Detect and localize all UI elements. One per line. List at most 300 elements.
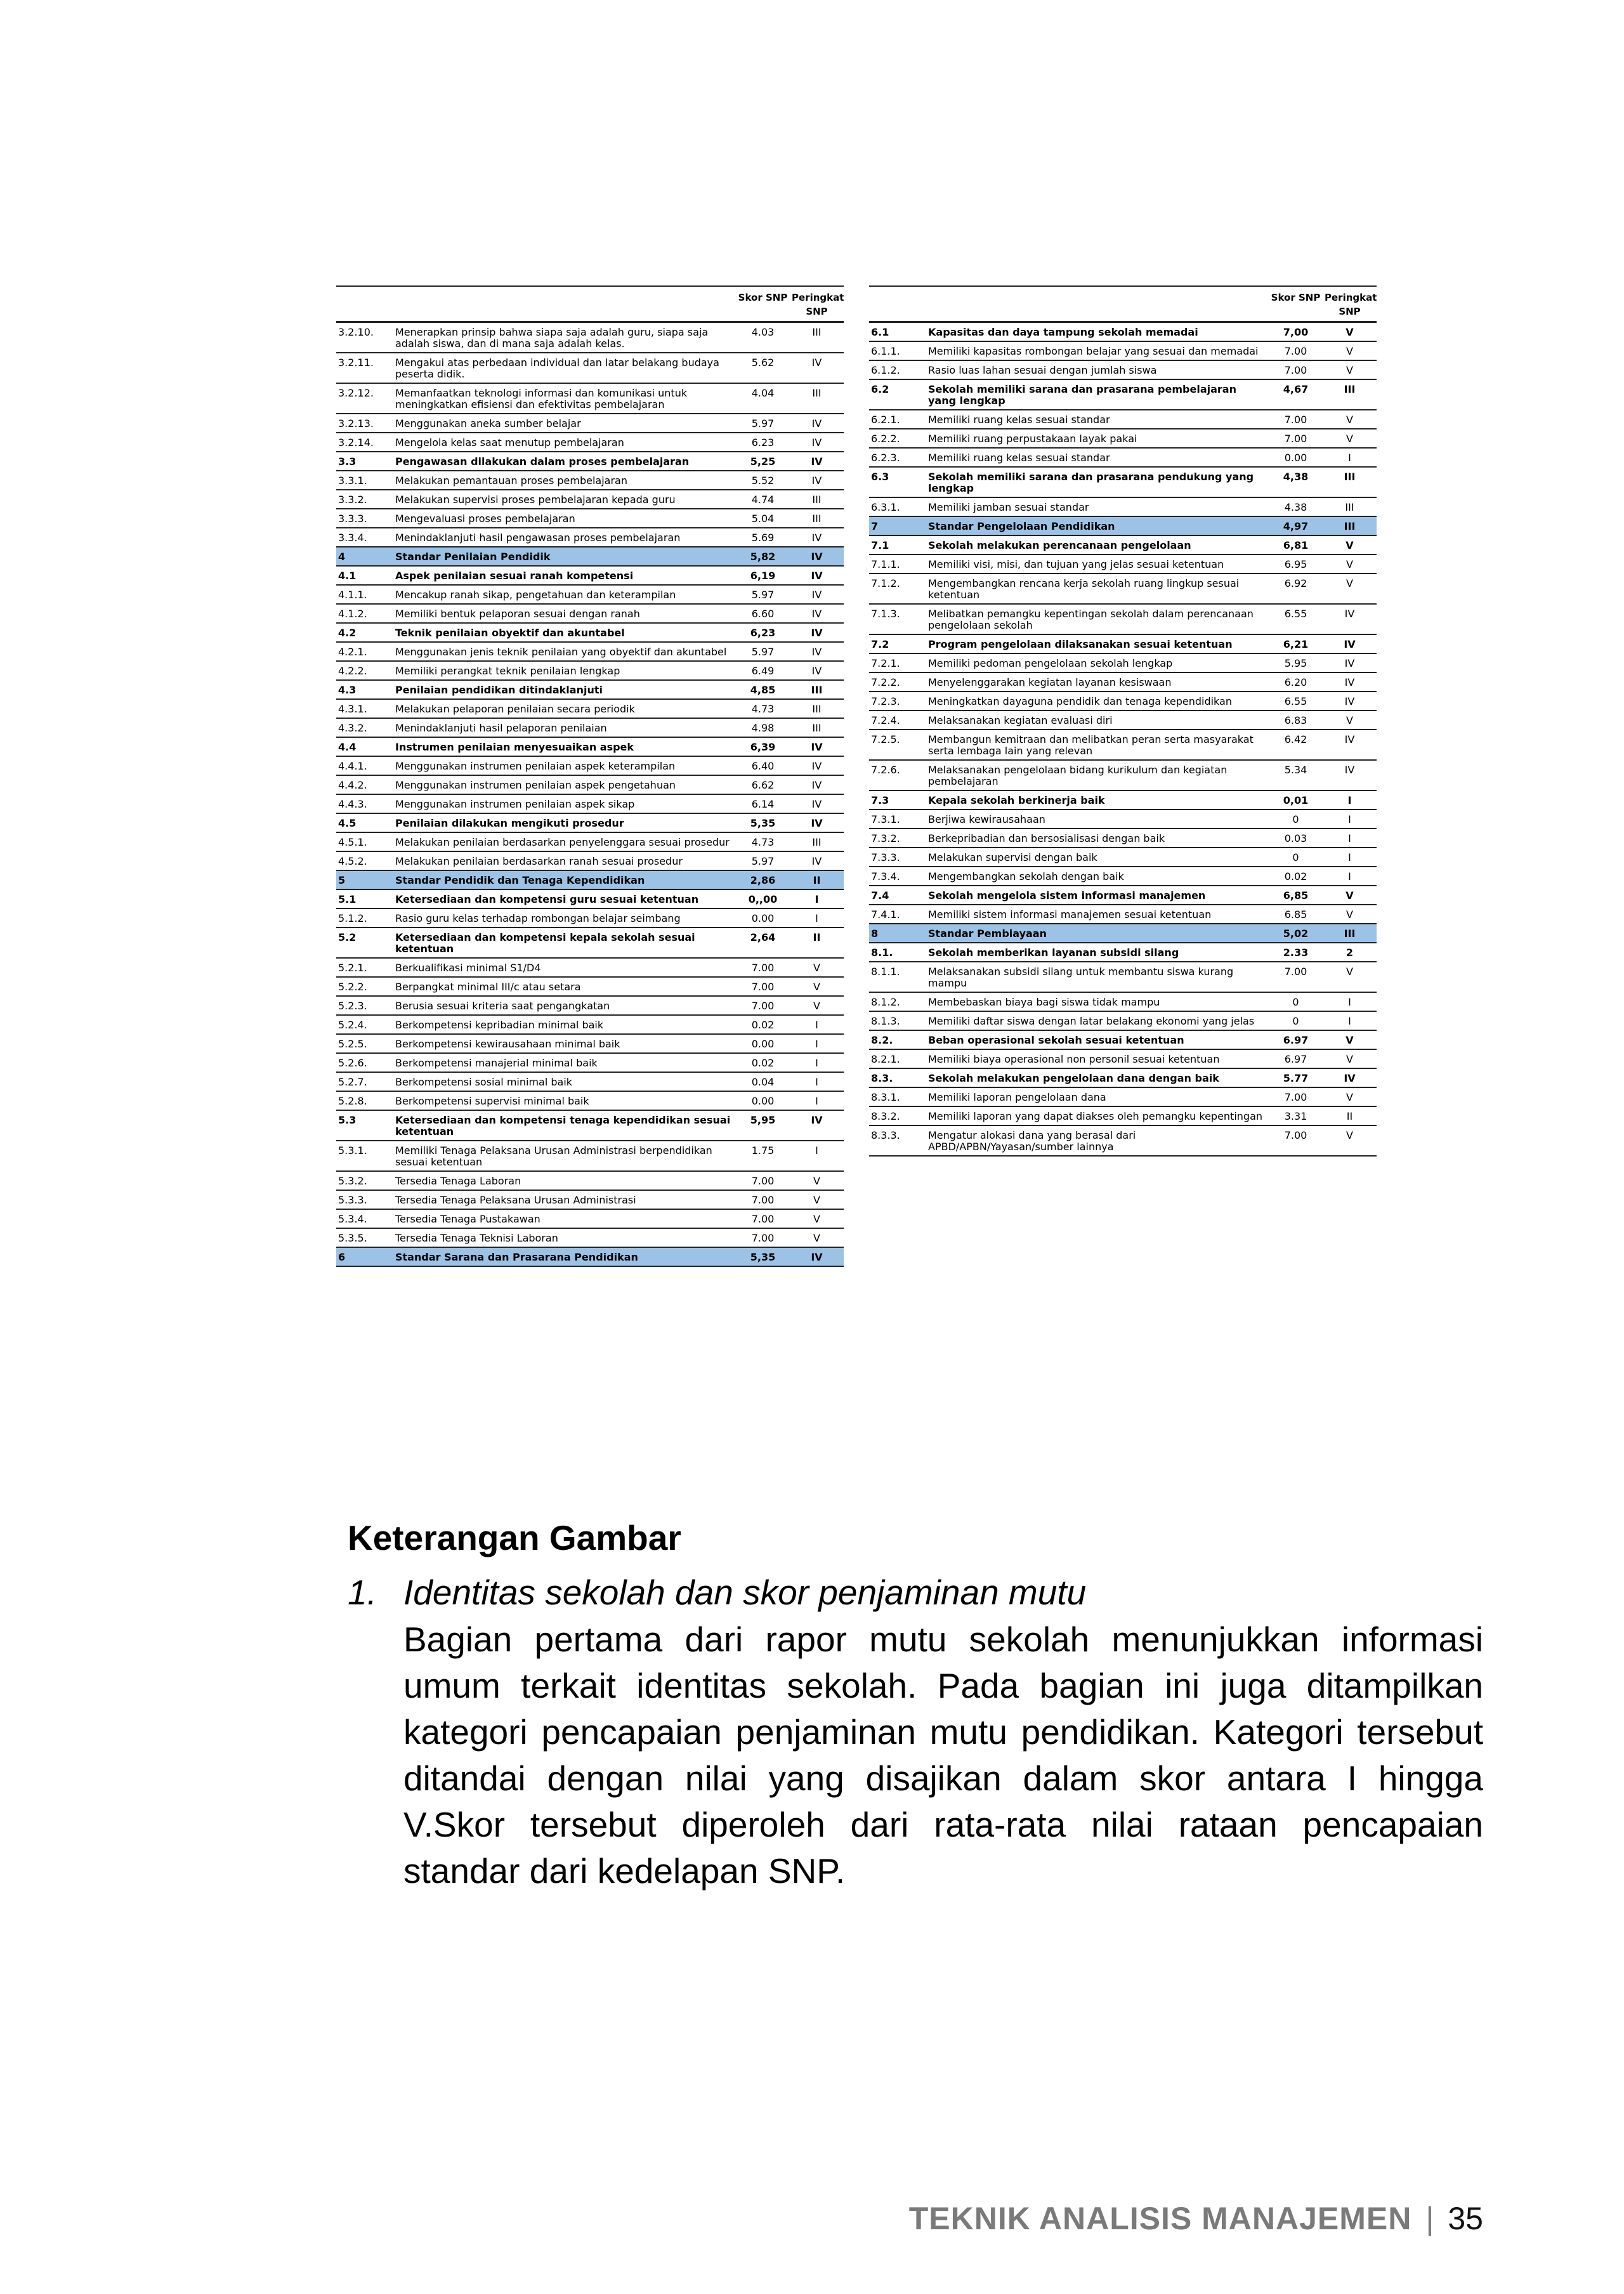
row-code: 4.2.2. <box>336 661 393 680</box>
row-code: 4.4 <box>336 737 393 756</box>
row-code: 7 <box>869 516 926 535</box>
row-code: 8.3.1. <box>869 1087 926 1106</box>
row-peringkat: IV <box>790 585 844 604</box>
row-code: 4.4.3. <box>336 794 393 813</box>
row-skor: 6.49 <box>736 661 790 680</box>
row-code: 4.1 <box>336 566 393 585</box>
table-row <box>336 1171 844 1190</box>
row-indicator: Memiliki ruang kelas sesuai standar <box>926 448 1269 467</box>
table-row <box>336 1209 844 1228</box>
row-skor: 2.33 <box>1269 943 1323 962</box>
row-code: 8.2. <box>869 1030 926 1049</box>
row-code: 6.2.1. <box>869 410 926 429</box>
row-skor: 7.00 <box>1269 341 1323 360</box>
row-peringkat: III <box>790 680 844 699</box>
table-row <box>336 471 844 490</box>
row-peringkat: V <box>790 1209 844 1228</box>
row-indicator: Melakukan pelaporan penilaian secara periodik <box>393 699 736 718</box>
row-code: 5.1 <box>336 889 393 908</box>
table-row <box>336 322 844 353</box>
row-peringkat: IV <box>790 851 844 870</box>
row-skor: 6.55 <box>1269 604 1323 634</box>
row-peringkat: III <box>790 718 844 737</box>
row-indicator: Teknik penilaian obyektif dan akuntabel <box>393 623 736 642</box>
row-peringkat: III <box>790 490 844 509</box>
row-peringkat: V <box>1323 429 1377 448</box>
table-row <box>336 585 844 604</box>
row-code: 7.2.5. <box>869 730 926 760</box>
header-indicator <box>393 286 736 322</box>
header-indicator <box>926 286 1269 322</box>
row-indicator: Ketersediaan dan kompetensi guru sesuai ketentuan <box>393 889 736 908</box>
row-peringkat: I <box>1323 867 1377 886</box>
row-skor: 4.03 <box>736 322 790 353</box>
row-code: 6.1 <box>869 322 926 342</box>
row-peringkat: I <box>790 1015 844 1034</box>
row-code: 7.1.2. <box>869 574 926 604</box>
row-skor: 0.02 <box>736 1015 790 1034</box>
row-skor: 7.00 <box>1269 1087 1323 1106</box>
row-indicator: Memiliki daftar siswa dengan latar belakang ekonomi yang jelas <box>926 1011 1269 1030</box>
row-indicator: Memiliki bentuk pelaporan sesuai dengan ranah <box>393 604 736 623</box>
row-code: 5.1.2. <box>336 908 393 927</box>
row-code: 7.1.3. <box>869 604 926 634</box>
row-code: 4.5 <box>336 813 393 832</box>
row-peringkat: IV <box>790 353 844 383</box>
row-indicator: Penilaian dilakukan mengikuti prosedur <box>393 813 736 832</box>
row-peringkat: V <box>790 1190 844 1209</box>
row-code: 4.5.1. <box>336 832 393 851</box>
header-skor: Skor SNP <box>736 286 790 322</box>
row-skor: 4,85 <box>736 680 790 699</box>
row-skor: 7.00 <box>736 1209 790 1228</box>
row-peringkat: III <box>790 322 844 353</box>
row-peringkat: V <box>1323 905 1377 924</box>
row-skor: 6.40 <box>736 756 790 775</box>
row-code: 8.3.2. <box>869 1106 926 1125</box>
row-indicator: Melakukan supervisi proses pembelajaran kepada guru <box>393 490 736 509</box>
row-skor: 0.02 <box>1269 867 1323 886</box>
row-indicator: Memiliki jamban sesuai standar <box>926 497 1269 516</box>
row-code: 3.3.1. <box>336 471 393 490</box>
row-code: 4.1.1. <box>336 585 393 604</box>
indicator-group-row <box>336 566 844 585</box>
row-skor: 4.98 <box>736 718 790 737</box>
row-code: 6.3.1. <box>869 497 926 516</box>
list-item-body: Bagian pertama dari rapor mutu sekolah menunjukkan informasi umum terkait identitas sekolah. Pada bagian ini juga ditampilkan kategori pencapaian penjaminan mutu pendidikan. Kategori tersebut ditandai dengan nilai yang disajikan dalam skor antara I hingga V.Skor tersebut diperoleh dari rata-rata nilai rataan pencapaian standar dari kedelapan SNP. <box>403 1620 1483 1891</box>
table-row <box>336 353 844 383</box>
row-indicator: Berkualifikasi minimal S1/D4 <box>393 958 736 977</box>
row-indicator: Mengembangkan sekolah dengan baik <box>926 867 1269 886</box>
row-skor: 5,25 <box>736 452 790 471</box>
row-indicator: Standar Sarana dan Prasarana Pendidikan <box>393 1247 736 1266</box>
row-peringkat: V <box>1323 554 1377 574</box>
table-row <box>336 1091 844 1110</box>
row-code: 3.2.12. <box>336 383 393 414</box>
row-skor: 7.00 <box>1269 360 1323 379</box>
table-row <box>869 867 1377 886</box>
row-skor: 5.62 <box>736 353 790 383</box>
row-skor: 0.00 <box>736 1034 790 1053</box>
indicator-group-row <box>336 452 844 471</box>
row-code: 5.2.3. <box>336 996 393 1015</box>
row-indicator: Pengawasan dilakukan dalam proses pembelajaran <box>393 452 736 471</box>
row-skor: 6,85 <box>1269 886 1323 905</box>
table-row <box>336 661 844 680</box>
row-peringkat: IV <box>790 794 844 813</box>
header-code <box>869 286 926 322</box>
row-skor: 6.42 <box>1269 730 1323 760</box>
indicator-group-row <box>869 379 1377 410</box>
table-row <box>336 794 844 813</box>
row-peringkat: V <box>1323 1030 1377 1049</box>
row-indicator: Berkepribadian dan bersosialisasi dengan baik <box>926 829 1269 848</box>
table-row <box>869 672 1377 691</box>
row-indicator: Mengevaluasi proses pembelajaran <box>393 509 736 528</box>
list-item-number: 1. <box>348 1573 377 1612</box>
footer-book-title: TEKNIK ANALISIS MANAJEMEN <box>908 2201 1412 2236</box>
row-skor: 3.31 <box>1269 1106 1323 1125</box>
table-row <box>336 383 844 414</box>
table-row <box>869 574 1377 604</box>
row-code: 3.3.4. <box>336 528 393 547</box>
row-peringkat: V <box>1323 341 1377 360</box>
row-indicator: Menggunakan jenis teknik penilaian yang obyektif dan akuntabel <box>393 642 736 661</box>
row-skor: 4.74 <box>736 490 790 509</box>
row-peringkat: I <box>790 1141 844 1171</box>
page-number: 35 <box>1448 2201 1483 2236</box>
row-skor: 0.02 <box>736 1053 790 1072</box>
row-indicator: Standar Pengelolaan Pendidikan <box>926 516 1269 535</box>
row-indicator: Kepala sekolah berkinerja baik <box>926 790 1269 809</box>
row-skor: 6.14 <box>736 794 790 813</box>
row-indicator: Berpangkat minimal III/c atau setara <box>393 977 736 996</box>
row-code: 3.3.3. <box>336 509 393 528</box>
row-indicator: Memiliki sistem informasi manajemen sesuai ketentuan <box>926 905 1269 924</box>
table-row <box>336 977 844 996</box>
row-peringkat: II <box>1323 1106 1377 1125</box>
header-code <box>336 286 393 322</box>
row-peringkat: I <box>1323 992 1377 1011</box>
table-row <box>869 341 1377 360</box>
row-peringkat: III <box>790 509 844 528</box>
standard-row <box>336 870 844 889</box>
row-indicator: Kapasitas dan daya tampung sekolah memadai <box>926 322 1269 342</box>
table-row <box>869 410 1377 429</box>
row-code: 6.2.2. <box>869 429 926 448</box>
row-peringkat: I <box>790 889 844 908</box>
row-indicator: Berjiwa kewirausahaan <box>926 809 1269 829</box>
row-skor: 5.52 <box>736 471 790 490</box>
row-skor: 5.97 <box>736 414 790 433</box>
page-footer <box>909 2200 1483 2237</box>
row-indicator: Mengakui atas perbedaan individual dan latar belakang budaya peserta didik. <box>393 353 736 383</box>
row-skor: 7.00 <box>736 977 790 996</box>
row-code: 5.3 <box>336 1110 393 1141</box>
standard-row <box>869 516 1377 535</box>
table-row <box>336 1034 844 1053</box>
row-peringkat: III <box>790 832 844 851</box>
row-indicator: Mengelola kelas saat menutup pembelajaran <box>393 433 736 452</box>
row-indicator: Memiliki kapasitas rombongan belajar yang sesuai dan memadai <box>926 341 1269 360</box>
standard-row <box>336 547 844 566</box>
row-code: 8.3. <box>869 1068 926 1087</box>
row-indicator: Melaksanakan pengelolaan bidang kurikulum dan kegiatan pembelajaran <box>926 760 1269 790</box>
row-skor: 4,97 <box>1269 516 1323 535</box>
row-indicator: Beban operasional sekolah sesuai ketentuan <box>926 1030 1269 1049</box>
row-skor: 2,86 <box>736 870 790 889</box>
table-row <box>869 992 1377 1011</box>
row-skor: 5.04 <box>736 509 790 528</box>
row-skor: 7.00 <box>736 1190 790 1209</box>
table-row <box>869 730 1377 760</box>
row-peringkat: V <box>1323 410 1377 429</box>
row-peringkat: IV <box>790 813 844 832</box>
row-peringkat: III <box>790 383 844 414</box>
row-indicator: Standar Penilaian Pendidik <box>393 547 736 566</box>
row-code: 3.2.11. <box>336 353 393 383</box>
row-indicator: Berkompetensi supervisi minimal baik <box>393 1091 736 1110</box>
row-code: 5.2.2. <box>336 977 393 996</box>
row-peringkat: I <box>1323 848 1377 867</box>
row-indicator: Memiliki ruang perpustakaan layak pakai <box>926 429 1269 448</box>
row-skor: 6.95 <box>1269 554 1323 574</box>
row-indicator: Berkompetensi sosial minimal baik <box>393 1072 736 1091</box>
row-indicator: Tersedia Tenaga Pustakawan <box>393 1209 736 1228</box>
table-row <box>336 1228 844 1247</box>
row-code: 3.2.10. <box>336 322 393 353</box>
row-code: 5.2.8. <box>336 1091 393 1110</box>
row-code: 8 <box>869 924 926 943</box>
indicator-group-row <box>869 943 1377 962</box>
row-peringkat: III <box>1323 467 1377 497</box>
table-row <box>869 497 1377 516</box>
row-peringkat: I <box>790 1091 844 1110</box>
table-row <box>336 509 844 528</box>
row-indicator: Standar Pendidik dan Tenaga Kependidikan <box>393 870 736 889</box>
row-indicator: Memiliki visi, misi, dan tujuan yang jelas sesuai ketentuan <box>926 554 1269 574</box>
row-skor: 6.20 <box>1269 672 1323 691</box>
row-peringkat: IV <box>1323 634 1377 653</box>
row-code: 4.3 <box>336 680 393 699</box>
row-skor: 5,82 <box>736 547 790 566</box>
row-indicator: Sekolah memberikan layanan subsidi silang <box>926 943 1269 962</box>
indicator-group-row <box>869 535 1377 554</box>
row-code: 5.2.1. <box>336 958 393 977</box>
row-indicator: Tersedia Tenaga Teknisi Laboran <box>393 1228 736 1247</box>
table-row <box>869 360 1377 379</box>
row-skor: 2,64 <box>736 927 790 958</box>
row-skor: 7.00 <box>1269 1125 1323 1156</box>
row-skor: 6.83 <box>1269 711 1323 730</box>
row-skor: 6.23 <box>736 433 790 452</box>
row-skor: 7,00 <box>1269 322 1323 342</box>
row-skor: 6.55 <box>1269 691 1323 711</box>
row-peringkat: V <box>1323 1087 1377 1106</box>
row-peringkat: III <box>1323 924 1377 943</box>
row-indicator: Melibatkan pemangku kepentingan sekolah dalam perencanaan pengelolaan sekolah <box>926 604 1269 634</box>
table-row <box>869 554 1377 574</box>
row-indicator: Menindaklanjuti hasil pengawasan proses pembelajaran <box>393 528 736 547</box>
row-skor: 6.60 <box>736 604 790 623</box>
row-code: 8.1. <box>869 943 926 962</box>
row-skor: 5.34 <box>1269 760 1323 790</box>
row-skor: 0 <box>1269 848 1323 867</box>
row-indicator: Sekolah memiliki sarana dan prasarana pendukung yang lengkap <box>926 467 1269 497</box>
standard-row <box>336 1247 844 1266</box>
row-code: 8.1.2. <box>869 992 926 1011</box>
row-peringkat: V <box>1323 962 1377 992</box>
row-peringkat: IV <box>790 775 844 794</box>
table-row <box>869 809 1377 829</box>
table-row <box>336 1190 844 1209</box>
row-peringkat: IV <box>790 756 844 775</box>
row-code: 5.3.1. <box>336 1141 393 1171</box>
table-row <box>869 711 1377 730</box>
row-code: 4.1.2. <box>336 604 393 623</box>
row-code: 7.1.1. <box>869 554 926 574</box>
row-indicator: Berkompetensi manajerial minimal baik <box>393 1053 736 1072</box>
table-row <box>336 958 844 977</box>
table-row <box>336 414 844 433</box>
score-table-right <box>869 285 1377 1157</box>
table-row <box>336 1072 844 1091</box>
row-code: 5.3.2. <box>336 1171 393 1190</box>
row-code: 5.2.7. <box>336 1072 393 1091</box>
row-indicator: Mengembangkan rencana kerja sekolah ruang lingkup sesuai ketentuan <box>926 574 1269 604</box>
table-row <box>869 905 1377 924</box>
row-skor: 4.73 <box>736 832 790 851</box>
table-row <box>336 699 844 718</box>
row-skor: 6.62 <box>736 775 790 794</box>
row-indicator: Melakukan supervisi dengan baik <box>926 848 1269 867</box>
table-row <box>869 653 1377 672</box>
row-indicator: Instrumen penilaian menyesuaikan aspek <box>393 737 736 756</box>
footer-separator: | <box>1425 2201 1434 2236</box>
row-indicator: Menggunakan instrumen penilaian aspek sikap <box>393 794 736 813</box>
row-code: 5.3.3. <box>336 1190 393 1209</box>
row-peringkat: IV <box>1323 672 1377 691</box>
row-code: 6 <box>336 1247 393 1266</box>
row-indicator: Tersedia Tenaga Pelaksana Urusan Administrasi <box>393 1190 736 1209</box>
table-row <box>336 1141 844 1171</box>
row-code: 7.2.2. <box>869 672 926 691</box>
row-peringkat: IV <box>790 566 844 585</box>
row-indicator: Berkompetensi kepribadian minimal baik <box>393 1015 736 1034</box>
row-peringkat: V <box>790 977 844 996</box>
table-row <box>869 1125 1377 1156</box>
row-skor: 0,01 <box>1269 790 1323 809</box>
row-code: 7.3 <box>869 790 926 809</box>
row-peringkat: I <box>1323 809 1377 829</box>
row-skor: 5,35 <box>736 1247 790 1266</box>
row-code: 7.3.1. <box>869 809 926 829</box>
row-peringkat: IV <box>1323 691 1377 711</box>
row-peringkat: V <box>1323 1125 1377 1156</box>
row-peringkat: V <box>1323 1049 1377 1068</box>
row-peringkat: II <box>790 870 844 889</box>
row-skor: 0.00 <box>1269 448 1323 467</box>
row-peringkat: IV <box>1323 604 1377 634</box>
row-skor: 5,95 <box>736 1110 790 1141</box>
table-left-body <box>336 322 844 1267</box>
row-indicator: Rasio luas lahan sesuai dengan jumlah siswa <box>926 360 1269 379</box>
row-skor: 7.00 <box>736 1171 790 1190</box>
table-row <box>869 604 1377 634</box>
row-indicator: Ketersediaan dan kompetensi tenaga kependidikan sesuai ketentuan <box>393 1110 736 1141</box>
indicator-group-row <box>869 790 1377 809</box>
score-table-left <box>336 285 844 1267</box>
table-row <box>869 848 1377 867</box>
row-skor: 6,21 <box>1269 634 1323 653</box>
row-code: 5.2.5. <box>336 1034 393 1053</box>
indicator-group-row <box>336 737 844 756</box>
row-peringkat: V <box>1323 574 1377 604</box>
row-skor: 4.04 <box>736 383 790 414</box>
standard-row <box>869 924 1377 943</box>
table-row <box>869 448 1377 467</box>
row-indicator: Memiliki laporan yang dapat diakses oleh pemangku kepentingan <box>926 1106 1269 1125</box>
table-row <box>336 996 844 1015</box>
row-skor: 6,39 <box>736 737 790 756</box>
row-indicator: Memiliki ruang kelas sesuai standar <box>926 410 1269 429</box>
row-code: 7.4.1. <box>869 905 926 924</box>
row-peringkat: I <box>1323 1011 1377 1030</box>
row-indicator: Mengatur alokasi dana yang berasal dari APBD/APBN/Yayasan/sumber lainnya <box>926 1125 1269 1156</box>
indicator-group-row <box>869 1030 1377 1049</box>
row-skor: 7.00 <box>1269 429 1323 448</box>
row-indicator: Melaksanakan subsidi silang untuk membantu siswa kurang mampu <box>926 962 1269 992</box>
indicator-group-row <box>336 889 844 908</box>
row-code: 7.2.1. <box>869 653 926 672</box>
row-indicator: Memiliki laporan pengelolaan dana <box>926 1087 1269 1106</box>
row-code: 4.2 <box>336 623 393 642</box>
table-row <box>869 760 1377 790</box>
row-indicator: Menindaklanjuti hasil pelaporan penilaian <box>393 718 736 737</box>
table-row <box>869 1049 1377 1068</box>
row-peringkat: I <box>790 908 844 927</box>
row-skor: 5.69 <box>736 528 790 547</box>
row-indicator: Melakukan pemantauan proses pembelajaran <box>393 471 736 490</box>
row-skor: 0 <box>1269 992 1323 1011</box>
row-skor: 6.92 <box>1269 574 1323 604</box>
row-peringkat: IV <box>790 1110 844 1141</box>
row-skor: 6.97 <box>1269 1049 1323 1068</box>
table-header-row <box>336 286 844 322</box>
table-right-body <box>869 322 1377 1157</box>
header-peringkat: Peringkat SNP <box>1323 286 1377 322</box>
row-indicator: Meningkatkan dayaguna pendidik dan tenaga kependidikan <box>926 691 1269 711</box>
row-indicator: Aspek penilaian sesuai ranah kompetensi <box>393 566 736 585</box>
row-skor: 6.97 <box>1269 1030 1323 1049</box>
row-peringkat: V <box>790 1171 844 1190</box>
row-peringkat: IV <box>790 471 844 490</box>
table-row <box>336 1015 844 1034</box>
row-skor: 6.85 <box>1269 905 1323 924</box>
row-skor: 0.04 <box>736 1072 790 1091</box>
header-skor: Skor SNP <box>1269 286 1323 322</box>
row-skor: 4,38 <box>1269 467 1323 497</box>
row-skor: 0.00 <box>736 1091 790 1110</box>
table-row <box>869 1106 1377 1125</box>
header-peringkat: Peringkat SNP <box>790 286 844 322</box>
row-indicator: Melaksanakan kegiatan evaluasi diri <box>926 711 1269 730</box>
table-row <box>336 1053 844 1072</box>
row-code: 7.2.4. <box>869 711 926 730</box>
row-code: 4.4.1. <box>336 756 393 775</box>
row-peringkat: III <box>1323 516 1377 535</box>
row-code: 3.3.2. <box>336 490 393 509</box>
